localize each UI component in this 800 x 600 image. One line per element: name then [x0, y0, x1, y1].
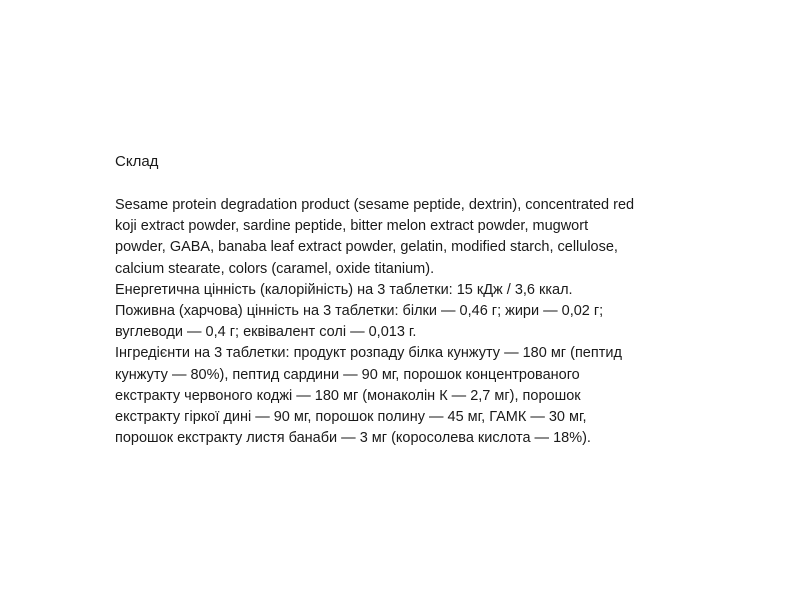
text-line: Інгредієнти на 3 таблетки: продукт розпаду білка кунжуту — 180 мг (пептид — [115, 345, 622, 362]
text-line: екстракту гіркої дині — 90 мг, порошок полину — 45 мг, ГАМК — 30 мг, — [115, 409, 587, 426]
composition-section — [115, 150, 705, 449]
text-line: Енергетична цінність (калорійність) на 3 таблетки: 15 кДж / 3,6 ккал. — [115, 281, 573, 298]
composition-text — [115, 195, 705, 449]
text-line: calcium stearate, colors (caramel, oxide titanium). — [115, 260, 435, 277]
text-line: Поживна (харчова) цінність на 3 таблетки: білки — 0,46 г; жири — 0,02 г; — [115, 303, 604, 320]
text-line: powder, GABA, banaba leaf extract powder, gelatin, modified starch, cellulose, — [115, 239, 618, 256]
text-line: Sesame protein degradation product (sesame peptide, dextrin), concentrated red — [115, 197, 635, 213]
text-line: koji extract powder, sardine peptide, bitter melon extract powder, mugwort — [115, 218, 589, 235]
section-heading: Склад — [115, 153, 159, 170]
text-line: екстракту червоного коджі — 180 мг (монаколін К — 2,7 мг), порошок — [115, 387, 581, 404]
text-line: вуглеводи — 0,4 г; еквівалент солі — 0,013 г. — [115, 324, 417, 341]
text-line: порошок екстракту листя банаби — 3 мг (коросолева кислота — 18%). — [115, 430, 591, 447]
text-line: кунжуту — 80%), пептид сардини — 90 мг, порошок концентрованого — [115, 366, 580, 383]
